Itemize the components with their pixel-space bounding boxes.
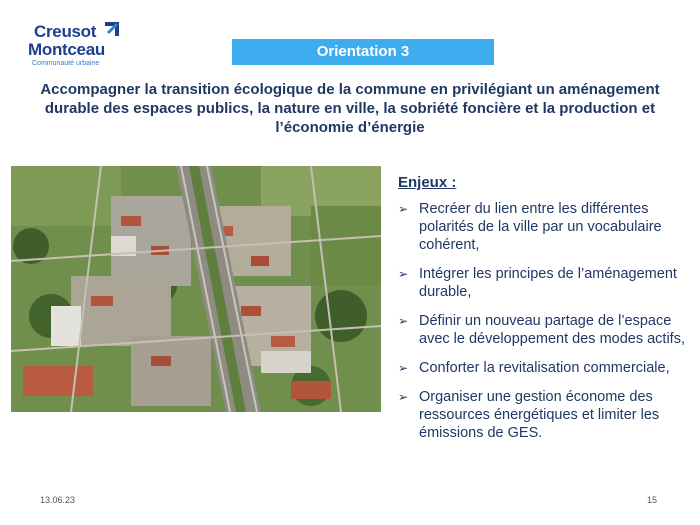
list-item: [398, 265, 688, 301]
list-item-text: Intégrer les principes de l’aménagement durable,: [419, 266, 677, 300]
title-line: durable des espaces publics, la nature en ville, la sobriété foncière et la production et: [44, 100, 656, 117]
list-item: [398, 200, 688, 254]
logo: [28, 18, 138, 78]
aerial-town-photo: [11, 166, 381, 412]
arrow-bullet-icon: ➢: [398, 361, 409, 375]
list-item: [398, 312, 688, 348]
enjeux-title: Enjeux :: [398, 174, 457, 191]
arrow-bullet-icon: ➢: [398, 390, 409, 404]
title-line: l’économie d’énergie: [275, 119, 425, 136]
footer-date: 13.06.23: [40, 495, 76, 505]
list-item: [398, 359, 688, 377]
enjeux-list: [398, 200, 688, 453]
page-number: 15: [647, 495, 658, 505]
list-item-text: Recréer du lien entre les différentes polarités de la ville par un vocabulaire cohérent,: [419, 201, 662, 253]
page-title: [20, 80, 680, 137]
logo-tagline: Communauté urbaine: [32, 60, 100, 67]
logo-text-line1: Creusot: [34, 22, 97, 41]
arrow-bullet-icon: ➢: [398, 202, 409, 216]
list-item-text: Organiser une gestion économe des ressources énergétiques et limiter les émissions de GES.: [419, 389, 660, 441]
arrow-bullet-icon: ➢: [398, 314, 409, 328]
title-line: Accompagner la transition écologique de la commune en privilégiant un aménagement: [40, 81, 660, 98]
arrow-bullet-icon: ➢: [398, 267, 409, 281]
list-item-text: Définir un nouveau partage de l’espace avec le développement des modes actifs,: [419, 313, 685, 347]
logo-arrow-icon: [102, 20, 122, 40]
list-item: [398, 388, 688, 442]
list-item-text: Conforter la revitalisation commerciale,: [419, 360, 670, 376]
logo-text-line2: Montceau: [28, 40, 105, 59]
orientation-banner: Orientation 3: [232, 39, 494, 65]
